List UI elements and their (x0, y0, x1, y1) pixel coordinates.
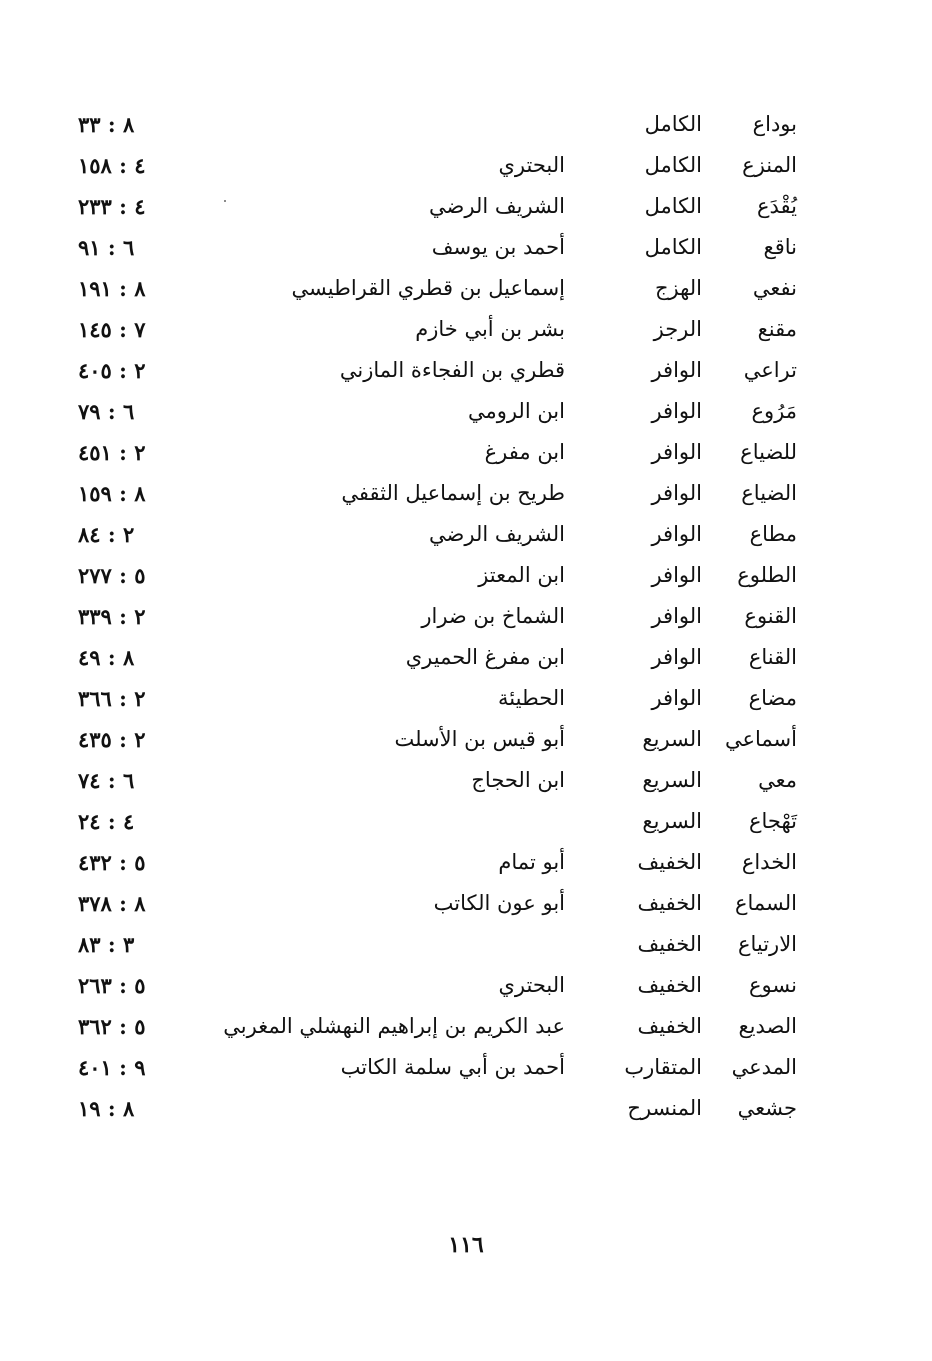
rhyme-word: مطاع (749, 522, 797, 546)
index-row (0, 1006, 932, 1047)
meter-name: السريع (642, 809, 702, 833)
page-number: ١١٦ (448, 1232, 484, 1258)
volume-page-reference: ٩ : ٤٠١ (78, 1055, 146, 1080)
volume-page-reference: ٦ : ٧٤ (78, 768, 135, 793)
rhyme-word: مقنع (757, 317, 797, 341)
poet-name: البحتري (498, 973, 565, 997)
meter-name: الوافر (651, 686, 702, 710)
poet-name: أبو قيس بن الأسلت (394, 727, 565, 751)
rhyme-word: أسماعي (724, 727, 797, 751)
volume-page-reference: ٣ : ٨٣ (78, 932, 135, 957)
poet-name: ابن مفرغ الحميري (405, 645, 565, 669)
rhyme-word: بوداع (752, 112, 797, 136)
poet-name: أبو تمام (498, 850, 565, 874)
poet-name: ابن مفرغ (484, 440, 565, 464)
rhyme-word: السماع (734, 891, 797, 915)
rhyme-word: تَهْجاع (748, 809, 797, 833)
meter-name: الخفيف (637, 973, 702, 997)
rhyme-word: مَرُوع (751, 399, 797, 423)
volume-page-reference: ٤ : ١٥٨ (78, 153, 146, 178)
poet-name: ابن الحجاج (471, 768, 565, 792)
index-table (0, 104, 932, 1129)
index-row (0, 924, 932, 965)
rhyme-word: المدعي (731, 1055, 797, 1079)
volume-page-reference: ٨ : ٣٣ (78, 112, 135, 137)
volume-page-reference: ٧ : ١٤٥ (78, 317, 146, 342)
meter-name: الوافر (651, 440, 702, 464)
index-row (0, 309, 932, 350)
index-row (0, 186, 932, 227)
poet-name: قطري بن الفجاءة المازني (339, 358, 565, 382)
meter-name: المنسرح (627, 1096, 702, 1120)
rhyme-word: الارتياع (737, 932, 797, 956)
poet-name: الشريف الرضي (429, 522, 565, 546)
poet-name: الحطيئة (498, 686, 565, 710)
volume-page-reference: ٦ : ٩١ (78, 235, 135, 260)
index-row (0, 391, 932, 432)
rhyme-word: تراعي (743, 358, 797, 382)
meter-name: الكامل (644, 153, 702, 177)
volume-page-reference: ٥ : ٢٦٣ (78, 973, 146, 998)
index-row (0, 104, 932, 145)
rhyme-word: نفعي (752, 276, 797, 300)
meter-name: السريع (642, 727, 702, 751)
index-row (0, 555, 932, 596)
meter-name: الخفيف (637, 891, 702, 915)
meter-name: الخفيف (637, 1014, 702, 1038)
poet-name: بشر بن أبي خازم (415, 317, 565, 341)
meter-name: الكامل (644, 235, 702, 259)
rhyme-word: القنوع (744, 604, 797, 628)
poet-name: عبد الكريم بن إبراهيم النهشلي المغربي (223, 1014, 565, 1038)
volume-page-reference: ٢ : ٤٠٥ (78, 358, 146, 383)
volume-page-reference: ٢ : ٨٤ (78, 522, 135, 547)
meter-name: الخفيف (637, 932, 702, 956)
index-row (0, 350, 932, 391)
meter-name: الوافر (651, 481, 702, 505)
meter-name: الوافر (651, 358, 702, 382)
poet-name: الشماخ بن ضرار (421, 604, 565, 628)
index-row (0, 842, 932, 883)
meter-name: الوافر (651, 399, 702, 423)
index-row (0, 801, 932, 842)
volume-page-reference: ٨ : ٣٧٨ (78, 891, 146, 916)
meter-name: الكامل (644, 194, 702, 218)
index-row (0, 145, 932, 186)
poet-name: ابن المعتز (478, 563, 565, 587)
poet-name: الشريف الرضي (429, 194, 565, 218)
rhyme-word: نسوع (749, 973, 797, 997)
index-row (0, 268, 932, 309)
volume-page-reference: ٨ : ١٩١ (78, 276, 146, 301)
rhyme-word: للضياع (740, 440, 797, 464)
index-row (0, 473, 932, 514)
meter-name: الرجز (653, 317, 702, 341)
index-row (0, 227, 932, 268)
meter-name: المتقارب (624, 1055, 702, 1079)
volume-page-reference: ٢ : ٣٦٦ (78, 686, 146, 711)
rhyme-word: ناقع (763, 235, 797, 259)
poet-name: أحمد بن أبي سلمة الكاتب (340, 1055, 565, 1079)
volume-page-reference: ٤ : ٢٣٣ (78, 194, 146, 219)
rhyme-word: معي (758, 768, 797, 792)
index-row (0, 432, 932, 473)
index-row (0, 514, 932, 555)
rhyme-word: الضياع (741, 481, 797, 505)
meter-name: الهزج (654, 276, 702, 300)
rhyme-word: الطلوع (737, 563, 797, 587)
volume-page-reference: ٢ : ٣٣٩ (78, 604, 146, 629)
rhyme-word: يُقْدَع (756, 194, 797, 218)
volume-page-reference: ٥ : ٣٦٢ (78, 1014, 146, 1039)
meter-name: الوافر (651, 522, 702, 546)
volume-page-reference: ٨ : ٤٩ (78, 645, 135, 670)
poet-name: أبو عون الكاتب (433, 891, 565, 915)
meter-name: الكامل (644, 112, 702, 136)
volume-page-reference: ٢ : ٤٥١ (78, 440, 146, 465)
volume-page-reference: ٤ : ٢٤ (78, 809, 135, 834)
volume-page-reference: ٥ : ٤٣٢ (78, 850, 146, 875)
index-row (0, 719, 932, 760)
meter-name: الوافر (651, 645, 702, 669)
meter-name: الخفيف (637, 850, 702, 874)
volume-page-reference: ٥ : ٢٧٧ (78, 563, 146, 588)
rhyme-word: القناع (748, 645, 797, 669)
poet-name: البحتري (498, 153, 565, 177)
volume-page-reference: ٦ : ٧٩ (78, 399, 135, 424)
volume-page-reference: ٢ : ٤٣٥ (78, 727, 146, 752)
index-row (0, 678, 932, 719)
index-row (0, 1088, 932, 1129)
meter-name: الوافر (651, 604, 702, 628)
rhyme-word: جشعي (737, 1096, 797, 1120)
poet-name: إسماعيل بن قطري القراطيسي (291, 276, 565, 300)
poet-name: طريح بن إسماعيل الثقفي (341, 481, 565, 505)
index-row (0, 1047, 932, 1088)
poet-name: أحمد بن يوسف (431, 235, 565, 259)
index-row (0, 760, 932, 801)
volume-page-reference: ٨ : ١٩ (78, 1096, 135, 1121)
volume-page-reference: ٨ : ١٥٩ (78, 481, 146, 506)
poet-name: ابن الرومي (467, 399, 565, 423)
rhyme-word: مضاع (748, 686, 797, 710)
rhyme-word: الصديع (738, 1014, 797, 1038)
rhyme-word: المنزع (742, 153, 797, 177)
index-row (0, 596, 932, 637)
rhyme-word: الخداع (741, 850, 797, 874)
index-row (0, 883, 932, 924)
index-row (0, 965, 932, 1006)
meter-name: الوافر (651, 563, 702, 587)
index-row (0, 637, 932, 678)
meter-name: السريع (642, 768, 702, 792)
